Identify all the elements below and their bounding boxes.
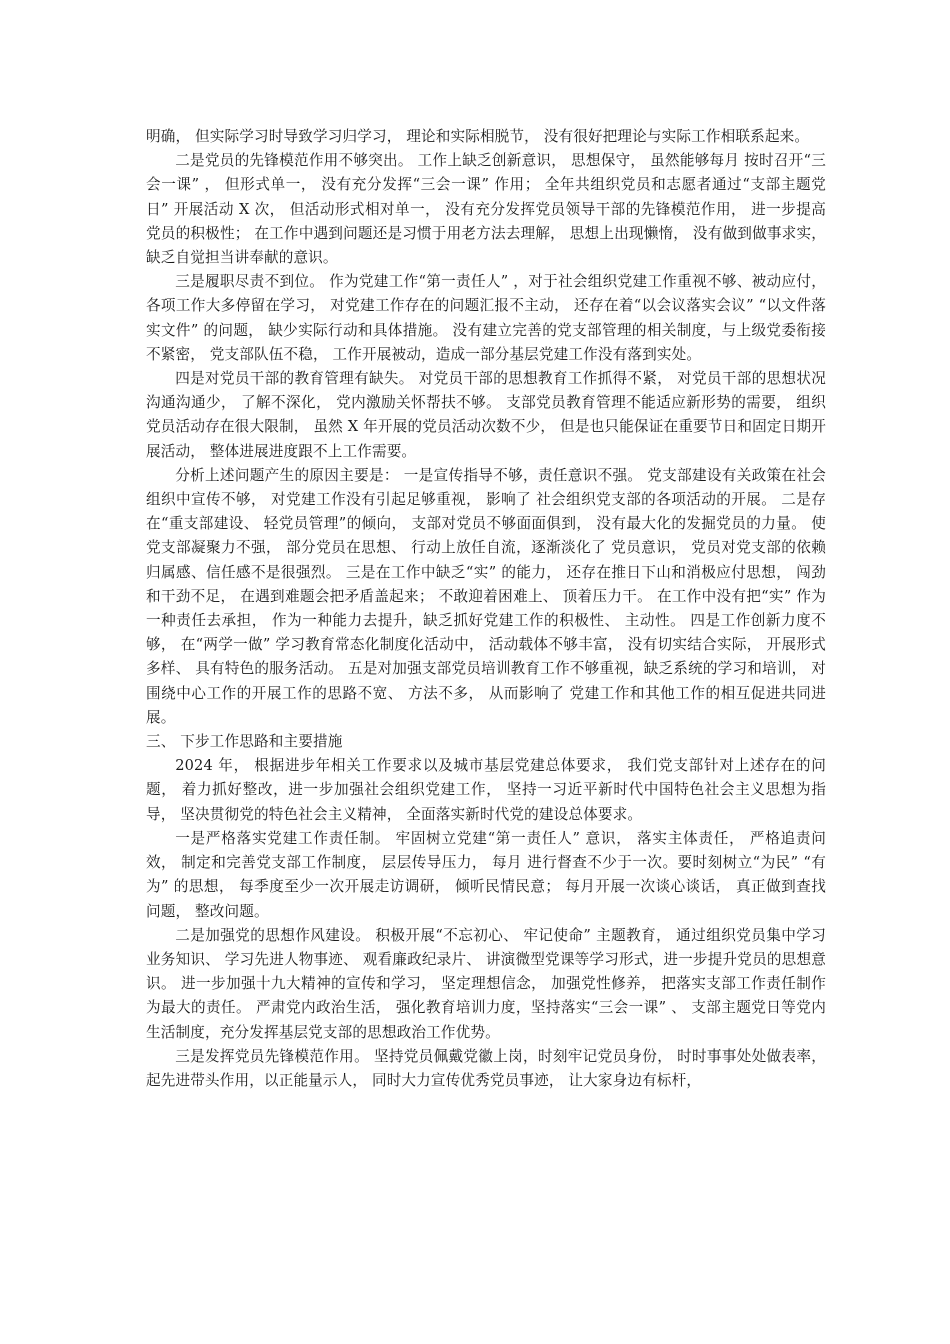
paragraph-measure-ideology: 二是加强党的思想作风建设。 积极开展“不忘初心、 牢记使命” 主题教育， 通过组织党员集中学习业务知识、 学习先进人物事迹、 观看廉政纪录片、 讲演微型党课等学习形式，进一步提升党员的思想意识。 进一步加强十九大精神的宣传和学习， 坚定理想信念， 加强党性修养， 把落实支部工作责任制作为最大的责任。 严肃党内政治生活， 强化教育培训力度，坚持落实“三会一课” 、 支部主题党日等党内生活制度，充分发挥基层党支部的思想政治工作优势。 <box>146 926 826 1041</box>
paragraph-measure-vanguard: 三是发挥党员先锋模范作用。 坚持党员佩戴党徽上岗，时刻牢记党员身份， 时时事事处处做表率， 起先进带头作用，以正能量示人， 同时大力宣传优秀党员事迹， 让大家身边有标杆， <box>146 1047 826 1089</box>
section-heading: 三、 下步工作思路和主要措施 <box>146 733 343 751</box>
paragraph-cause-analysis: 分析上述问题产生的原因主要是： 一是宣传指导不够，责任意识不强。 党支部建设有关政策在社会组织中宣传不够， 对党建工作没有引起足够重视， 影响了 社会组织党支部的各项活动的开展。 二是存在“重支部建设、 轻党员管理”的倾向， 支部对党员不够面面俱到， 没有最大化的发掘党员的力量。 使党支部凝聚力不强， 部分党员在思想、 行动上放任自流，逐渐淡化了 党员意识， 党员对党支部的依赖归属感、信任感不是很强烈。 三是在工作中缺乏“实” 的能力， 还存在推日下山和消极应付思想， 闯劲和干劲不足， 在遇到难题会把矛盾盖起来； 不敢迎着困难上、 顶着压力干。 在工作中没有把“实” 作为一种责任去承担， 作为一种能力去提升，缺乏抓好党建工作的积极性、 主动性。 四是工作创新力度不够， 在“两学一做” 学习教育常态化制度化活动中， 活动载体不够丰富， 没有切实结合实际， 开展形式多样、 具有特色的服务活动。 五是对加强支部党员培训教育工作不够重视，缺乏系统的学习和培训， 对围绕中心工作的开展工作的思路不宽、 方法不多， 从而影响了 党建工作和其他工作的相互促进共同进展。 <box>146 466 826 726</box>
paragraph-vanguard-role: 二是党员的先锋模范作用不够突出。 工作上缺乏创新意识， 思想保守， 虽然能够每月 按时召开“三会一课” ， 但形式单一， 没有充分发挥“三会一课” 作用； 全年共组织党员和志愿者通过“支部主题党日” 开展活动 X 次， 但活动形式相对单一， 没有充分发挥党员领导干部的先锋模范作用， 进一步提高党员的积极性； 在工作中遇到问题还是习惯于用老方法去理解， 思想上出现懒惰， 没有做到做事求实， 缺乏自觉担当讲奉献的意识。 <box>146 152 826 267</box>
paragraph-education-management: 四是对党员干部的教育管理有缺失。 对党员干部的思想教育工作抓得不紧， 对党员干部的思想状况沟通沟通少， 了解不深化， 党内激励关怀帮扶不够。 支部党员教育管理不能适应新形势的需要， 组织党员活动存在很大限制， 虽然 X 年开展的党员活动次数不少， 但是也只能保证在重要节日和固定日期开展活动， 整体进展进度跟不上工作需要。 <box>146 370 826 460</box>
paragraph-duty-performance: 三是履职尽责不到位。 作为党建工作“第一责任人” ，对于社会组织党建工作重视不够、被动应付， 各项工作大多停留在学习， 对党建工作存在的问题汇报不主动， 还存在着“以会议落实会议” “以文件落实文件” 的问题， 缺少实际行动和具体措施。 没有建立完善的党支部管理的相关制度，与上级党委衔接不紧密， 党支部队伍不稳， 工作开展被动，造成一部分基层党建工作没有落到实处。 <box>146 273 826 363</box>
paragraph-continuation: 明确， 但实际学习时导致学习归学习， 理论和实际相脱节， 没有很好把理论与实际工作相联系起来。 <box>146 128 810 145</box>
document-page <box>146 125 826 1093</box>
paragraph-measure-responsibility: 一是严格落实党建工作责任制。 牢固树立党建“第一责任人” 意识， 落实主体责任， 严格追责问效， 制定和完善党支部工作制度， 层层传导压力， 每月 进行督查不少于一次。要时刻树立“为民” “有为” 的思想， 每季度至少一次开展走访调研， 倾听民情民意； 每月开展一次谈心谈话， 真正做到查找问题， 整改问题。 <box>146 829 826 920</box>
paragraph-plan-intro: 2024 年， 根据进步年相关工作要求以及城市基层党建总体要求， 我们党支部针对上述存在的问题， 着力抓好整改，进一步加强社会组织党建工作， 坚持一习近平新时代中国特色社会主义思想为指导， 坚决贯彻党的特色社会主义精神， 全面落实新时代党的建设总体要求。 <box>146 757 826 823</box>
